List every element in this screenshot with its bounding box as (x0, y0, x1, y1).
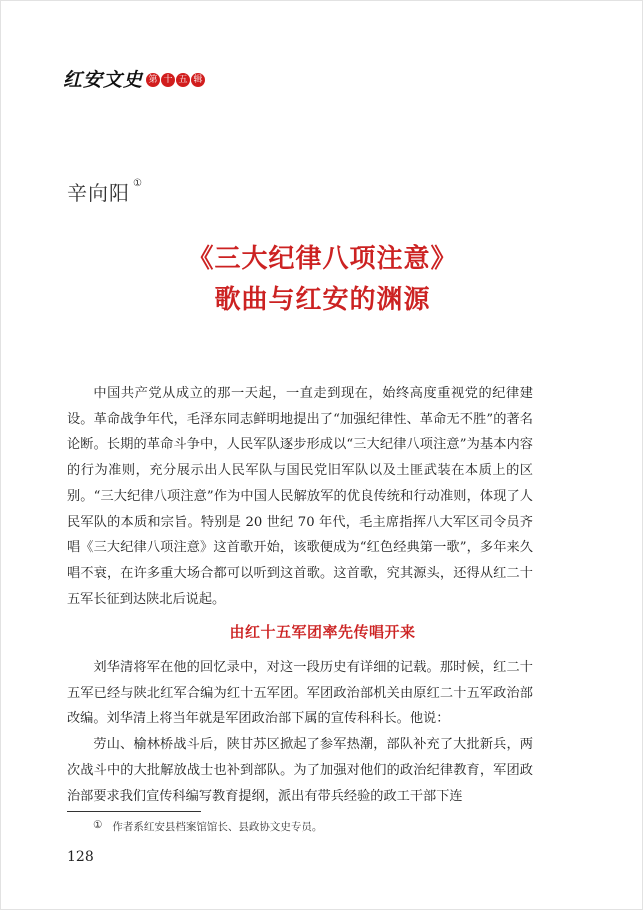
author-name: 辛向阳 (67, 181, 130, 205)
page-number: 128 (67, 849, 94, 865)
edition-seal-char: 十 (161, 73, 175, 87)
paragraph-intro: 中国共产党从成立的那一天起，一直走到现在，始终高度重视党的纪律建设。革命战争年代，毛泽东同志鲜明地提出了“加强纪律性、革命无不胜”的著名论断。长期的革命斗争中，人民军队逐步形成以“三大纪律八项注意”为基本内容的行为准则，充分展示出人民军队与国民党旧军队以及土匪武装在本质上的区别。“三大纪律八项注意”作为中国人民解放军的优良传统和行动准则，体现了人民军队的本质和宗旨。特别是 20 世纪 70 年代，毛主席指挥八大军区司令员齐唱《三大纪律八项注意》这首歌开始，该歌便成为“红色经典第一歌”，多年来久唱不衰，在许多重大场合都可以听到这首歌。这首歌，究其源头，还得从红二十五军长征到达陕北后说起。 (67, 386, 533, 607)
article-title-line-2: 歌曲与红安的渊源 (214, 285, 431, 315)
author-footnote-mark: ① (133, 178, 142, 189)
body-section-1 (67, 381, 533, 612)
footnote-divider (67, 811, 201, 812)
section-heading: 由红十五军团率先传唱开来 (229, 623, 416, 641)
edition-seal-char: 五 (176, 73, 190, 87)
footnote-text: 作者系红安县档案馆馆长、县政协文史专员。 (112, 821, 323, 833)
paragraph-quote: 劳山、榆林桥战斗后，陕甘苏区掀起了参军热潮，部队补充了大批新兵，两次战斗中的大批解放战士也补到部队。为了加强对他们的政治纪律教育，军团政治部要求我们宣传科编写教育提纲，派出有带兵经验的政工干部下连 (67, 737, 533, 804)
edition-seal-group (145, 73, 205, 87)
article-title-line-1: 《三大纪律八项注意》 (187, 244, 458, 274)
author-line (67, 177, 142, 206)
series-title: 红安文史 (63, 68, 144, 91)
paragraph-memoir: 刘华清将军在他的回忆录中，对这一段历史有详细的记载。那时候，红二十五军已经与陕北红军合编为红十五军团。军团政治部机关由原红二十五军政治部改编。刘华清上将当年就是军团政治部下属的宣传科科长。他说： (67, 660, 533, 727)
footnote-mark: ① (93, 819, 103, 831)
edition-seal-char: 第 (146, 73, 160, 87)
running-header (63, 64, 205, 92)
body-section-2 (67, 655, 533, 809)
edition-seal-char: 辑 (191, 73, 205, 87)
footnote (93, 819, 322, 834)
